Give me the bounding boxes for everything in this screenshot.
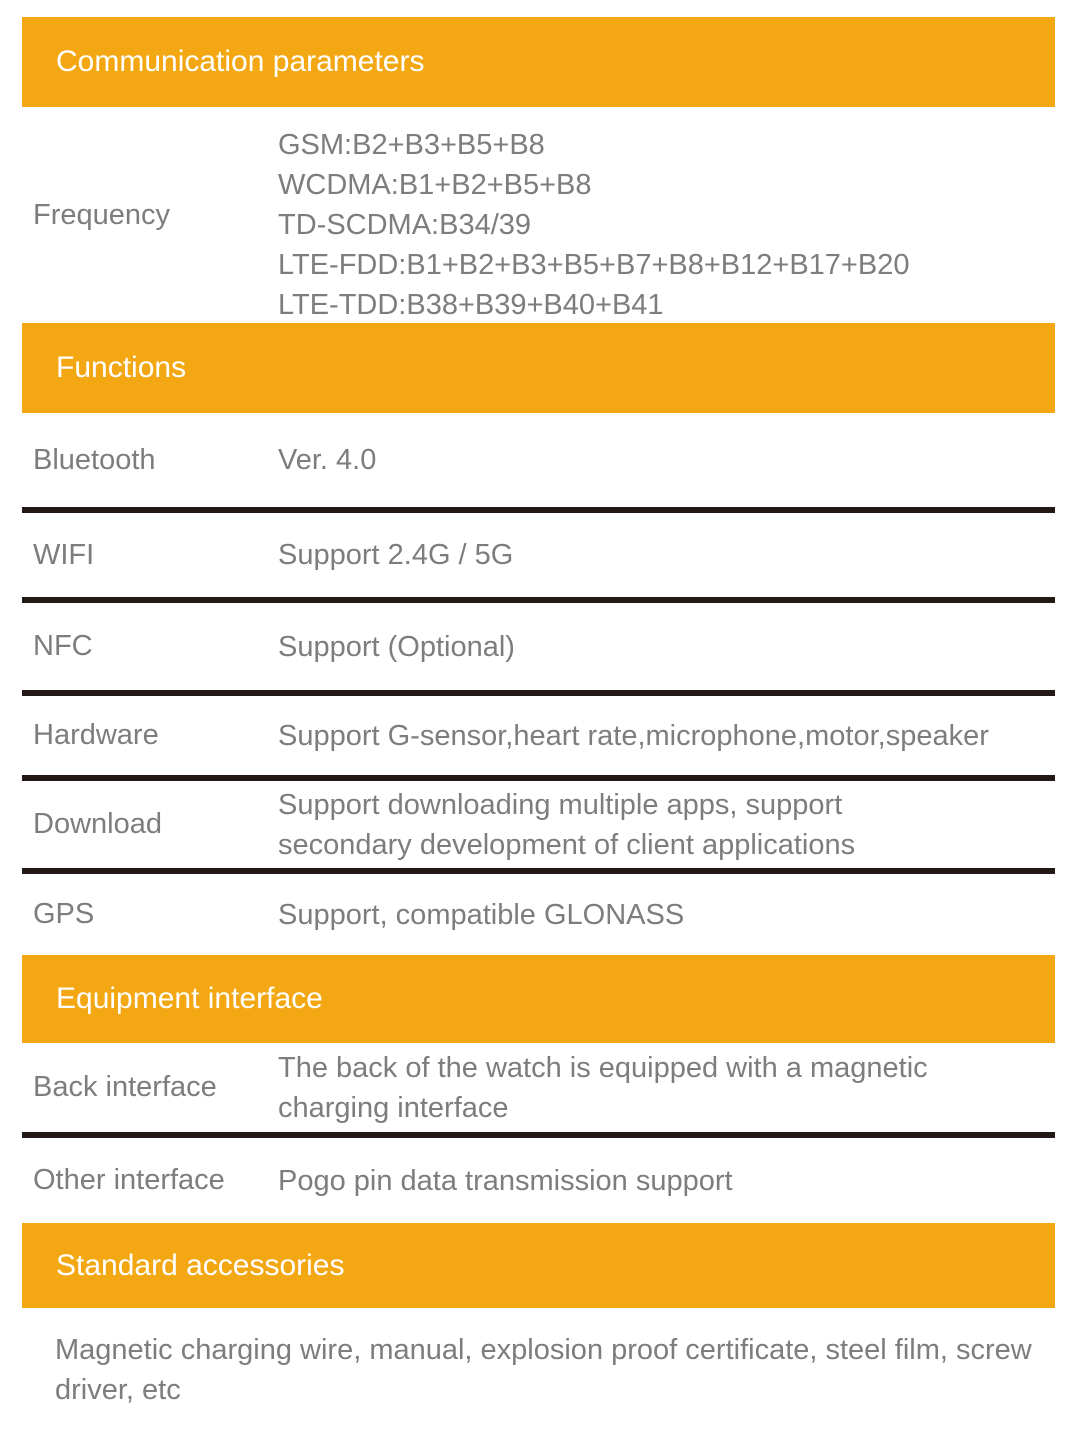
section-banner-communication: [22, 17, 1055, 107]
spec-value: Support downloading multiple apps, support secondary development of client applications: [278, 788, 856, 861]
spec-value: Ver. 4.0: [278, 444, 377, 476]
spec-label: Download: [33, 808, 162, 840]
spec-label: Back interface: [33, 1071, 217, 1103]
spec-value: Support G-sensor,heart rate,microphone,motor,speaker: [278, 719, 989, 752]
spec-row-hardware: [0, 696, 1080, 775]
section-banner-functions: [22, 323, 1055, 413]
spec-value: Support 2.4G / 5G: [278, 539, 514, 571]
spec-row-download: [0, 781, 1080, 868]
spec-value: Pogo pin data transmission support: [278, 1164, 733, 1197]
spec-row-gps: [0, 874, 1080, 955]
frequency-line-gsm: GSM:B2+B3+B5+B8: [278, 129, 545, 161]
spec-label: Hardware: [33, 719, 159, 751]
frequency-line-ltefdd: LTE-FDD:B1+B2+B3+B5+B7+B8+B12+B17+B20: [278, 249, 910, 281]
spec-label: WIFI: [33, 538, 95, 571]
accessories-note: Magnetic charging wire, manual, explosion proof certificate, steel film, screw driver, etc: [55, 1334, 1032, 1406]
section-banner-equipment: [22, 955, 1055, 1043]
frequency-line-tdscdma: TD-SCDMA:B34/39: [278, 209, 532, 241]
spec-value: Support, compatible GLONASS: [278, 898, 685, 931]
spec-value: The back of the watch is equipped with a magnetic charging interface: [278, 1051, 928, 1124]
spec-value: Support (Optional): [278, 630, 515, 663]
section-title-accessories: Standard accessories: [56, 1248, 345, 1282]
spec-label: Bluetooth: [33, 443, 156, 476]
spec-row-back-interface: [0, 1043, 1080, 1132]
section-title-functions: Functions: [56, 351, 187, 384]
section-title-equipment: Equipment interface: [56, 982, 323, 1015]
frequency-label: Frequency: [33, 198, 171, 231]
spec-row-bluetooth: [0, 413, 1080, 507]
frequency-line-ltetdd: LTE-TDD:B38+B39+B40+B41: [278, 289, 664, 321]
section-title-communication: Communication parameters: [56, 45, 425, 78]
top-spacer: [0, 0, 1080, 17]
spec-label: GPS: [33, 898, 95, 930]
spec-row-other-interface: [0, 1138, 1080, 1223]
frequency-values: [278, 107, 909, 323]
section-banner-accessories: [22, 1223, 1055, 1308]
spec-row-nfc: [0, 603, 1080, 690]
frequency-line-wcdma: WCDMA:B1+B2+B5+B8: [278, 169, 592, 201]
spec-label: NFC: [33, 630, 93, 662]
frequency-row: [0, 107, 1080, 323]
spec-label: Other interface: [33, 1164, 225, 1196]
spec-row-wifi: [0, 513, 1080, 597]
